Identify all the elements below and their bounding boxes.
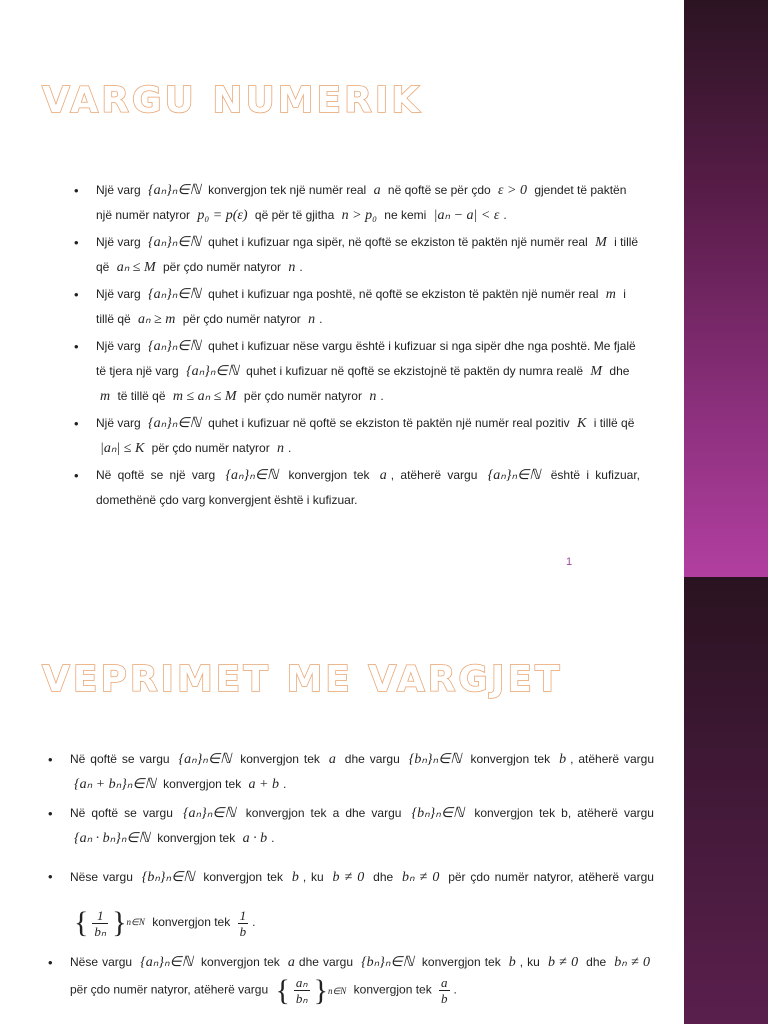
text: ne kemi (384, 208, 427, 222)
bullet-list (48, 747, 654, 1010)
math: {aₙ}ₙ∈ℕ (148, 416, 201, 431)
bullet-bounded-above (74, 230, 640, 280)
text: konvergjon tek (353, 982, 432, 997)
math: a (328, 752, 336, 767)
math: {bₙ}ₙ∈ℕ (361, 955, 414, 970)
decorative-sidebar (684, 577, 768, 1024)
text: konvergjon tek (288, 468, 370, 482)
numerator: a (441, 975, 448, 990)
math: K (577, 416, 587, 431)
bullet-quotient-rule (48, 950, 654, 1006)
text: , ku (302, 870, 324, 884)
numerator: 1 (239, 907, 247, 923)
text: është i kufizuar, domethënë çdo varg konvergjent është i kufizuar. (96, 468, 640, 507)
text: për çdo numër natyror (182, 312, 301, 326)
math: a (379, 468, 387, 483)
math: {aₙ}ₙ∈ℕ (148, 183, 201, 198)
math: aₙ ≤ M (116, 260, 156, 275)
math: {bₙ}ₙ∈ℕ (141, 870, 195, 885)
text: për çdo numër natyror, atëherë vargu (448, 870, 654, 884)
math: bₙ ≠ 0 (402, 870, 440, 885)
math: {bₙ}ₙ∈ℕ (408, 752, 462, 767)
text: konvergjon tek (157, 831, 236, 845)
math: p₀ = p(ε) (197, 208, 248, 223)
text: . (299, 260, 303, 274)
fraction (294, 975, 310, 1006)
text: quhet i kufizuar nëse vargu është i kufizuar si nga sipër dhe nga poshtë. Me fjalë të tjera një varg (96, 339, 636, 378)
bullet-product-rule (48, 801, 654, 851)
text: . (288, 441, 292, 455)
math: b (508, 955, 516, 970)
text: Në qoftë se vargu (70, 806, 173, 820)
slide-2 (0, 577, 768, 1024)
math: m (605, 287, 616, 302)
subscript: n∈N (327, 986, 347, 996)
math: m (100, 389, 111, 404)
math: {aₙ}ₙ∈ℕ (182, 806, 236, 821)
text: dhe vargu (344, 752, 400, 766)
text: quhet i kufizuar në qoftë se ekziston të paktën një numër real pozitiv (208, 416, 570, 430)
text: Një varg (96, 339, 141, 353)
bullet-convergence-definition (74, 178, 640, 228)
text: konvergjon tek një numër real (208, 183, 367, 197)
text: quhet i kufizuar nga sipër, në qoftë se ekziston të paktën një numër real (208, 235, 588, 249)
text: dhe vargu (298, 955, 353, 969)
numerator: 1 (92, 908, 108, 924)
bullet-bounded (74, 334, 640, 409)
math: {aₙ}ₙ∈ℕ (487, 468, 541, 483)
text: konvergjon tek (203, 870, 283, 884)
text: . (453, 982, 457, 997)
math: n (369, 389, 377, 404)
slide-title: VEPRIMET ME VARGJET (42, 659, 563, 700)
text: konvergjon tek (152, 915, 231, 930)
math: a · b (242, 831, 268, 846)
text: , atëherë vargu (570, 752, 654, 766)
text: . (252, 915, 256, 930)
math: n (288, 260, 296, 275)
math: m ≤ aₙ ≤ M (172, 389, 237, 404)
math: n (277, 441, 285, 456)
math: {aₙ}ₙ∈ℕ (148, 339, 201, 354)
text: quhet i kufizuar nga poshtë, në qoftë se ekziston të paktën një numër real (208, 287, 599, 301)
math: {aₙ + bₙ}ₙ∈ℕ (74, 777, 156, 792)
denominator: bₙ (94, 923, 107, 939)
math: |aₙ − a| < ε (433, 208, 500, 223)
left-brace: { (74, 906, 89, 939)
bullet-list (74, 178, 640, 515)
text: . (503, 208, 507, 222)
text: Në qoftë se një varg (96, 468, 216, 482)
math: {aₙ}ₙ∈ℕ (140, 955, 193, 970)
math: n > p₀ (341, 208, 377, 223)
text: . (282, 777, 287, 791)
text: i tillë që (96, 287, 626, 326)
text: konvergjon tek b, atëherë vargu (474, 806, 654, 820)
text: konvergjon tek (421, 955, 501, 969)
right-brace: } (112, 906, 127, 939)
text: Nëse vargu (70, 870, 133, 884)
math: b (291, 870, 299, 885)
math: bₙ ≠ 0 (614, 955, 651, 970)
text: Një varg (96, 235, 141, 249)
text: për çdo numër natyror, atëherë vargu (70, 982, 269, 997)
bullet-convergent-is-bounded (74, 463, 640, 513)
math: a (373, 183, 381, 198)
math: n (308, 312, 316, 327)
text: për çdo numër natyror (151, 441, 270, 455)
text: konvergjon tek a dhe vargu (245, 806, 402, 820)
text: gjendet të paktën një numër natyror (96, 183, 627, 222)
text: . (380, 389, 384, 403)
text: Një varg (96, 287, 141, 301)
text: konvergjon tek (240, 752, 320, 766)
fraction (92, 908, 108, 939)
limit-fraction (439, 975, 450, 1006)
bullet-bounded-below (74, 282, 640, 332)
math: {aₙ}ₙ∈ℕ (148, 287, 201, 302)
math: a + b (248, 777, 279, 792)
left-brace: { (275, 973, 290, 1007)
text: i tillë që (96, 235, 639, 274)
slide-title: VARGU NUMERIK (42, 80, 423, 121)
denominator: b (441, 991, 448, 1006)
bullet-sum-rule (48, 747, 654, 797)
text: , atëherë vargu (390, 468, 478, 482)
math: {aₙ · bₙ}ₙ∈ℕ (74, 831, 150, 846)
quotient-sequence (275, 975, 346, 1006)
text: konvergjon tek (163, 777, 242, 791)
math: {aₙ}ₙ∈ℕ (148, 235, 201, 250)
text: për çdo numër natyror (243, 389, 362, 403)
math: |aₙ| ≤ K (100, 441, 145, 456)
text: , ku (519, 955, 540, 969)
bullet-bounded-absolute (74, 411, 640, 461)
math: b ≠ 0 (547, 955, 579, 970)
text: . (271, 831, 275, 845)
math: ε > 0 (498, 183, 527, 198)
limit-fraction (238, 908, 249, 939)
text: të tillë që (117, 389, 166, 403)
bullet-reciprocal-rule (48, 855, 654, 946)
text: që për të gjitha (254, 208, 335, 222)
math: b (559, 752, 567, 767)
text: Një varg (96, 183, 141, 197)
text: Nëse vargu (70, 955, 133, 969)
text: Në qoftë se vargu (70, 752, 170, 766)
text: quhet i kufizuar në qoftë se ekzistojnë të paktën dy numra realë (246, 364, 584, 378)
math: {aₙ}ₙ∈ℕ (186, 364, 239, 379)
math: M (595, 235, 607, 250)
right-brace: } (313, 973, 328, 1007)
text: konvergjon tek (201, 955, 280, 969)
math: M (590, 364, 603, 379)
math: {aₙ}ₙ∈ℕ (178, 752, 232, 767)
reciprocal-sequence (74, 900, 145, 946)
math: aₙ ≥ m (138, 312, 176, 327)
text: dhe (609, 364, 630, 378)
text: për çdo numër natyror (162, 260, 282, 274)
text: në qoftë se për çdo (387, 183, 491, 197)
text: konvergjon tek (470, 752, 551, 766)
decorative-sidebar (684, 0, 768, 577)
math: a (287, 955, 295, 970)
text: Një varg (96, 416, 141, 430)
text: . (319, 312, 323, 326)
subscript: n∈N (126, 917, 145, 927)
math: b ≠ 0 (332, 870, 365, 885)
numerator: aₙ (295, 975, 308, 990)
text: dhe (586, 955, 607, 969)
page-number: 1 (566, 556, 573, 568)
denominator: bₙ (295, 991, 308, 1006)
text: dhe (373, 870, 394, 884)
denominator: b (239, 923, 247, 939)
math: {aₙ}ₙ∈ℕ (225, 468, 279, 483)
math: {bₙ}ₙ∈ℕ (411, 806, 465, 821)
text: i tillë që (593, 416, 635, 430)
